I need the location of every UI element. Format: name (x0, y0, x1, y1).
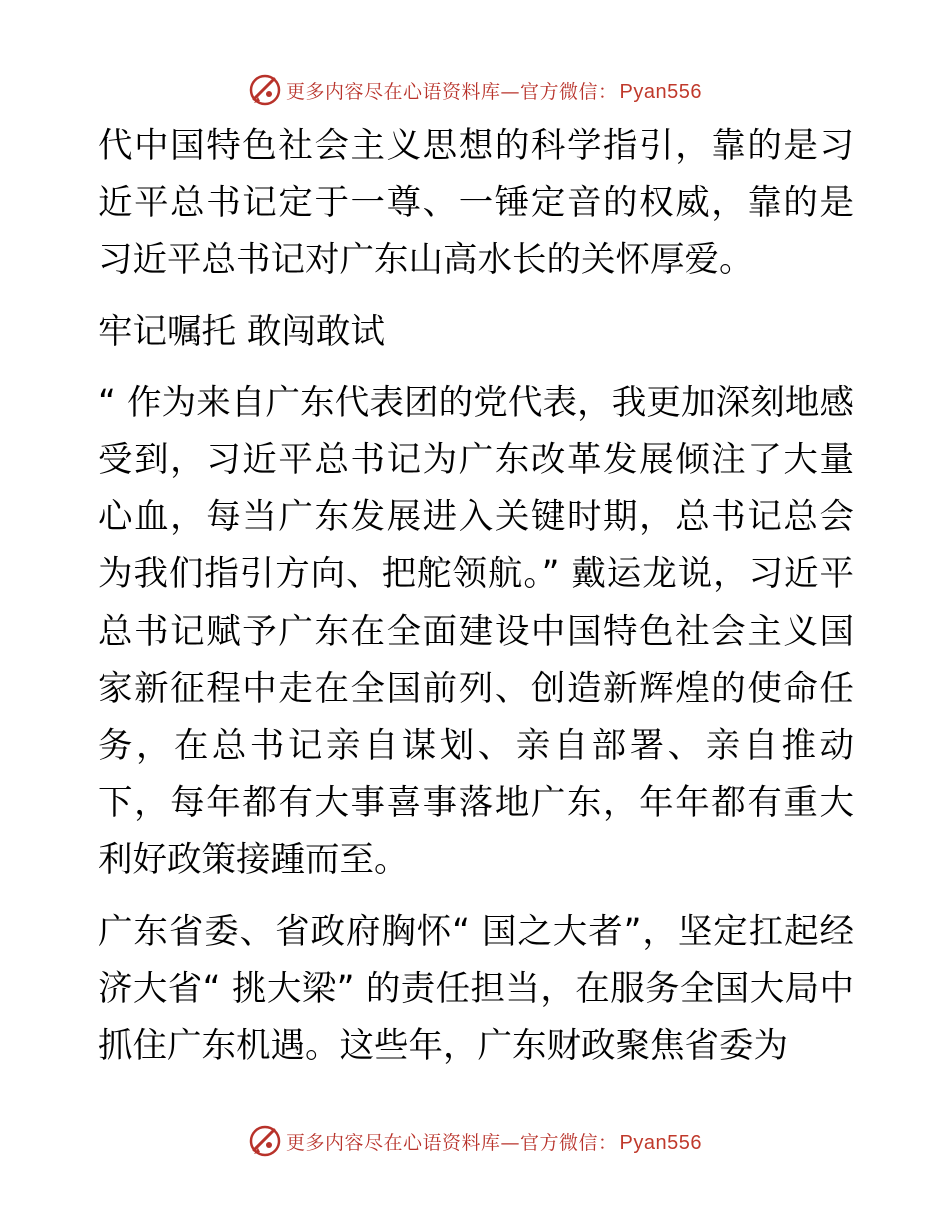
paragraph-quote: “ 作为来自广东代表团的党代表，我更加深刻地感受到，习近平总书记为广东改革发展倾注了大量心血，每当广东发展进入关键时期，总书记总会为我们指引方向、把舵领航。” 戴运龙说，习近平总书记赋予广东在全面建设中国特色社会主义国家新征程中走在全国前列、创造新辉煌的使命任务，在总书记亲自谋划、亲自部署、亲自推动下，每年都有大事喜事落地广东，年年都有重大利好政策接踵而至。 (98, 382, 854, 881)
document-body (98, 118, 854, 1075)
paragraph-province: 广东省委、省政府胸怀“ 国之大者”，坚定扛起经济大省“ 挑大梁” 的责任担当，在服务全国大局中抓住广东机遇。这些年，广东财政聚焦省委为 (98, 911, 854, 1067)
header-watermark (0, 70, 950, 110)
watermark-text (286, 77, 702, 104)
section-heading: 牢记嘱托 敢闯敢试 (98, 311, 385, 352)
watermark-dash: — (500, 80, 521, 103)
watermark-dash: — (500, 1131, 521, 1154)
pen-logo-icon (248, 73, 282, 107)
pen-logo-icon (248, 1124, 282, 1158)
watermark-id: Pyan556 (619, 1131, 702, 1154)
watermark-text (286, 1128, 702, 1155)
watermark-site: 更多内容尽在心语资料库 (286, 1131, 501, 1154)
watermark-site: 更多内容尽在心语资料库 (286, 80, 501, 103)
footer-watermark (0, 1121, 950, 1161)
watermark-label: 官方微信： (520, 1131, 618, 1154)
watermark-id: Pyan556 (619, 80, 702, 103)
watermark-label: 官方微信： (520, 80, 618, 103)
paragraph-continuation: 代中国特色社会主义思想的科学指引，靠的是习近平总书记定于一尊、一锤定音的权威，靠的是习近平总书记对广东山高水长的关怀厚爱。 (98, 126, 854, 281)
